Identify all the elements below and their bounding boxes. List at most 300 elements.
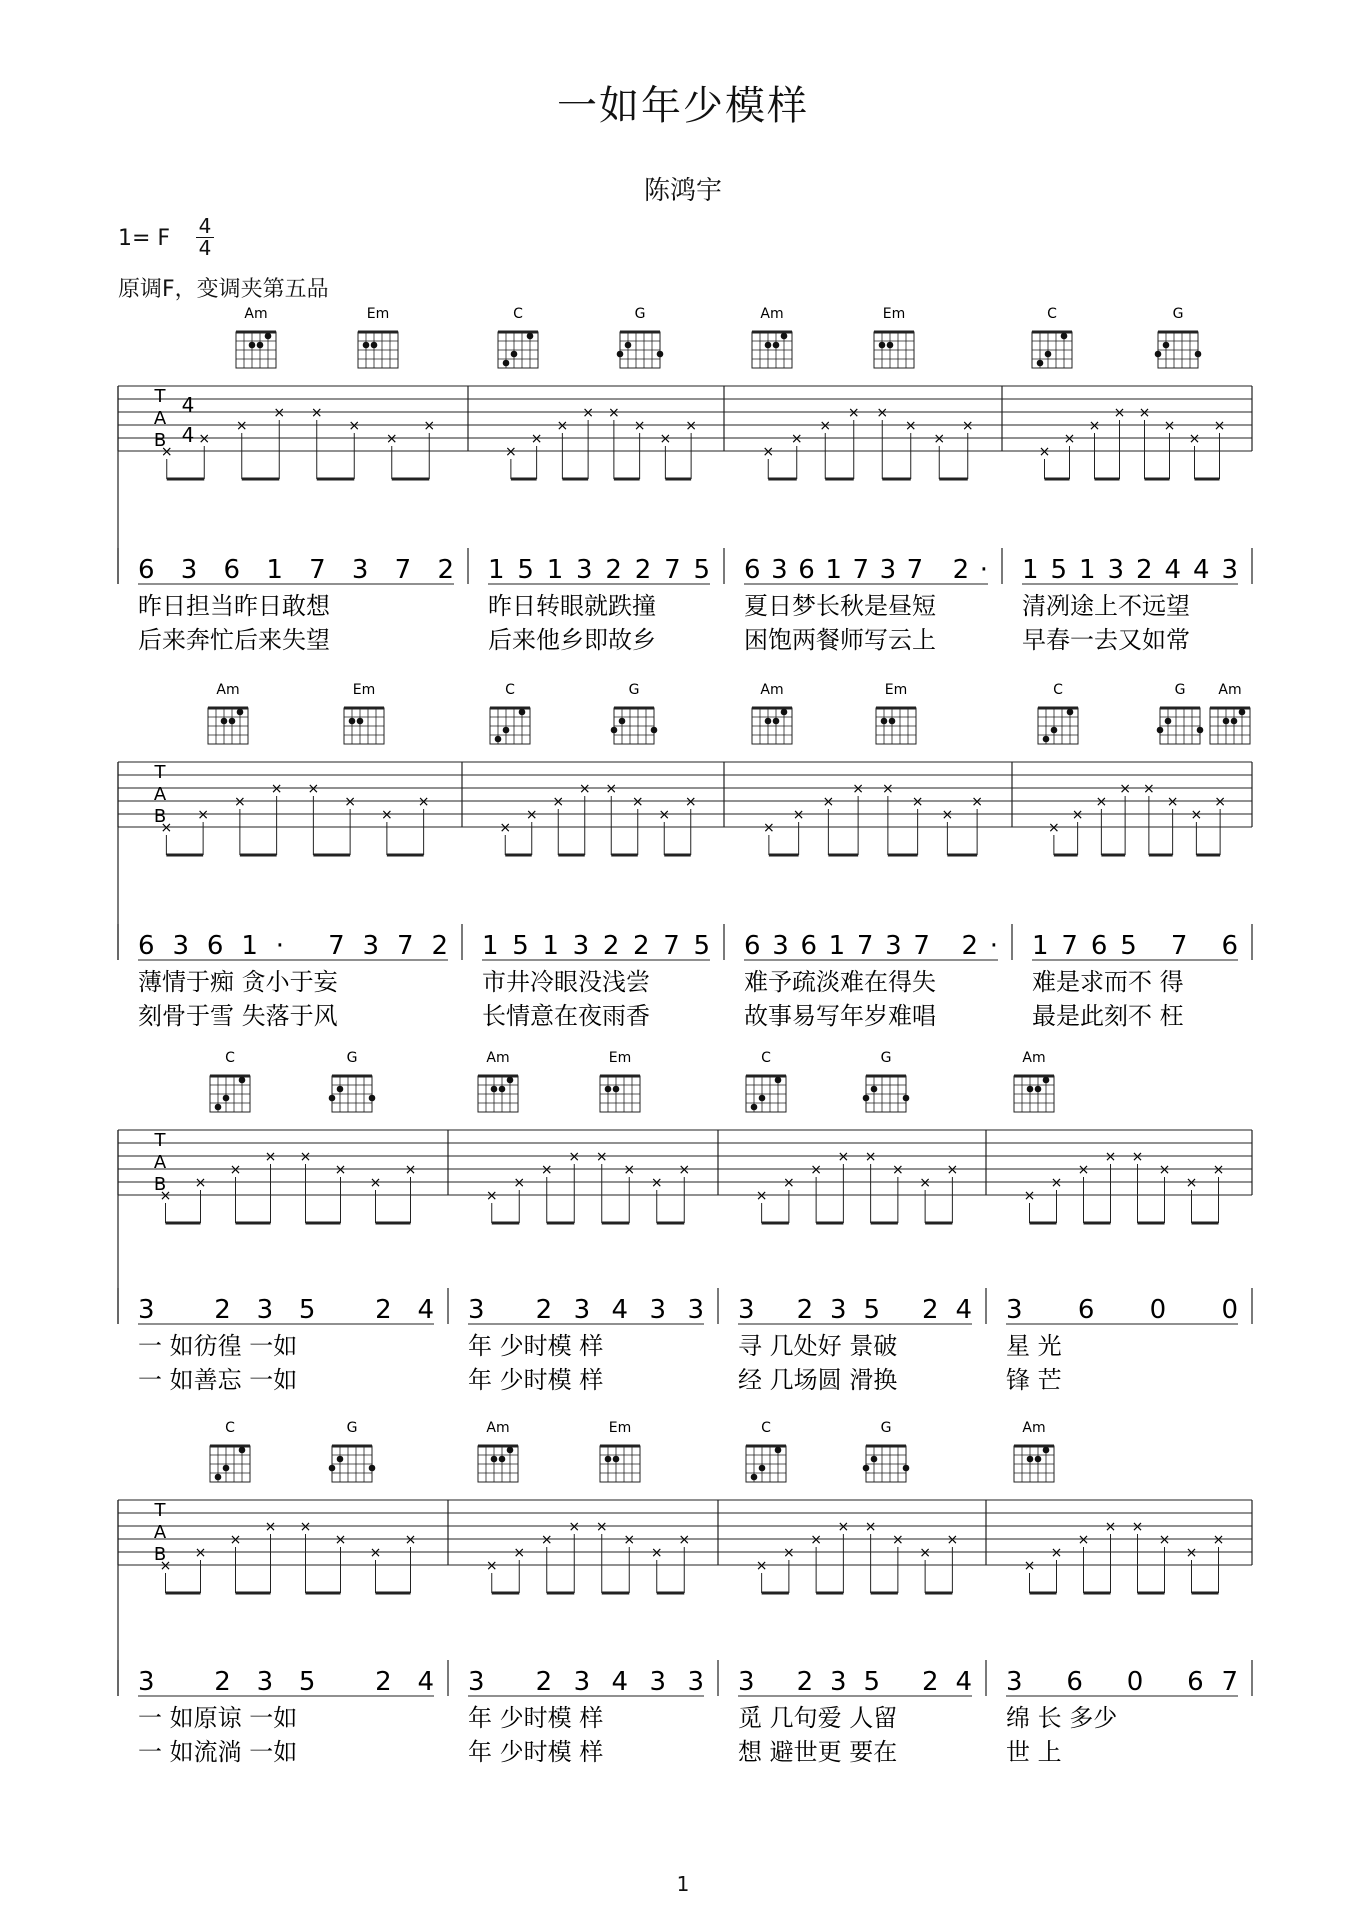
chord-finger-dot — [1157, 727, 1164, 734]
chord-name: Am — [486, 1050, 510, 1066]
tab-x-note: × — [783, 1175, 795, 1191]
lyrics-verse-1: 昨日转眼就跌撞 — [488, 592, 656, 620]
chord-name: C — [761, 1050, 771, 1066]
tab-x-note: × — [792, 807, 805, 823]
tab-x-note: × — [1131, 1519, 1144, 1535]
lyrics-verse-1: 绵 长 多少 — [1006, 1704, 1118, 1732]
tab-x-note: × — [235, 418, 248, 434]
lyrics-verse-2: 经 几场圆 滑换 — [738, 1366, 898, 1394]
chord-diagram — [1014, 1420, 1054, 1482]
tab-x-note: × — [582, 405, 594, 421]
tab-x-note: × — [198, 431, 211, 447]
chord-diagram — [329, 1420, 376, 1482]
tab-x-note: × — [1143, 781, 1155, 797]
chord-finger-dot — [773, 342, 780, 349]
tab-x-note: × — [763, 820, 775, 836]
chord-finger-dot — [519, 709, 526, 716]
lyrics-verse-1: 寻 几处好 景破 — [738, 1332, 898, 1360]
tab-x-note: × — [810, 1162, 822, 1178]
chord-finger-dot — [765, 718, 772, 725]
tab-x-note: × — [904, 418, 917, 434]
lyrics-verse-2: 长情意在夜雨香 — [482, 1002, 650, 1030]
tab-x-note: × — [631, 794, 644, 810]
tab-x-note: × — [595, 1149, 608, 1165]
tab-x-note: × — [160, 444, 173, 460]
tab-x-note: × — [1188, 431, 1201, 447]
tab-x-note: × — [790, 431, 803, 447]
numbered-notes: 1765 7 6 — [1032, 931, 1238, 961]
chord-diagram — [210, 1050, 250, 1112]
chord-name: Am — [244, 306, 268, 322]
tab-x-note: × — [310, 405, 323, 421]
tab-x-note: × — [307, 781, 320, 797]
chord-name: Em — [352, 682, 376, 698]
numbered-notes: 3 235 24 — [738, 1667, 972, 1697]
chord-finger-dot — [507, 1077, 514, 1084]
chord-diagram — [478, 1050, 518, 1112]
chord-finger-dot — [613, 1456, 620, 1463]
tab-x-note: × — [946, 1162, 959, 1178]
tab-x-note: × — [1077, 1532, 1090, 1548]
chord-finger-dot — [765, 342, 772, 349]
chord-finger-dot — [863, 1465, 870, 1472]
chord-diagram — [863, 1420, 910, 1482]
tab-x-note: × — [229, 1532, 242, 1548]
key-signature: 1= F — [118, 226, 171, 251]
tab-x-note: × — [234, 794, 246, 810]
tab-x-note: × — [919, 1175, 931, 1191]
tab-x-note: × — [385, 431, 398, 447]
chord-finger-dot — [223, 1465, 230, 1472]
chord-finger-dot — [1043, 1077, 1050, 1084]
tab-clef-letter: B — [153, 1544, 167, 1565]
tab-x-note: × — [819, 418, 832, 434]
chord-diagram — [752, 682, 792, 744]
tab-x-note: × — [755, 1188, 768, 1204]
numbered-notes: 3 6 0 0 — [1006, 1295, 1238, 1325]
chord-diagram — [478, 1420, 518, 1482]
chord-finger-dot — [605, 1456, 612, 1463]
chord-diagram — [490, 682, 530, 744]
tab-x-note: × — [837, 1519, 850, 1535]
chord-finger-dot — [503, 727, 510, 734]
chord-finger-dot — [1051, 727, 1058, 734]
tab-x-note: × — [1213, 418, 1226, 434]
time-signature-numerator: 4 — [196, 216, 214, 238]
chord-name: Am — [760, 682, 784, 698]
tab-x-note: × — [299, 1519, 312, 1535]
tab-x-note: × — [1158, 1162, 1171, 1178]
tab-x-note: × — [1166, 794, 1179, 810]
lyrics-verse-1: 市井冷眼没浅尝 — [482, 968, 650, 996]
numbered-notes: 15132275 — [482, 931, 710, 961]
tab-clef-letter: T — [154, 1500, 166, 1521]
chord-finger-dot — [249, 342, 256, 349]
tab-x-note: × — [513, 1175, 526, 1191]
tab-x-note: × — [1077, 1162, 1090, 1178]
tab-x-note: × — [678, 1532, 691, 1548]
lyrics-verse-1: 一 如原谅 一如 — [138, 1704, 298, 1732]
lyrics-verse-2: 世 上 — [1006, 1738, 1062, 1766]
chord-name: Am — [1022, 1420, 1046, 1436]
chord-name: C — [225, 1420, 235, 1436]
tab-clef-letter: A — [153, 784, 167, 805]
tab-x-note: × — [404, 1162, 417, 1178]
tab-x-note: × — [659, 431, 672, 447]
chord-finger-dot — [611, 727, 618, 734]
lyrics-verse-1: 年 少时模 样 — [468, 1332, 604, 1360]
tab-x-note: × — [1158, 1532, 1171, 1548]
chord-name: G — [346, 1420, 358, 1436]
tab-x-note: × — [513, 1545, 526, 1561]
tab-x-note: × — [933, 431, 946, 447]
chord-name: Em — [608, 1050, 632, 1066]
tab-x-note: × — [270, 781, 283, 797]
chord-finger-dot — [239, 1447, 246, 1454]
numbered-notes: 3 235 24 — [138, 1667, 434, 1697]
numbered-notes: 3 23433 — [468, 1667, 704, 1697]
score-system — [118, 306, 1252, 654]
tab-x-note: × — [650, 1175, 663, 1191]
tab-x-note: × — [1023, 1558, 1036, 1574]
lyrics-verse-1: 一 如彷徨 一如 — [138, 1332, 298, 1360]
tab-x-note: × — [864, 1519, 877, 1535]
tab-x-note: × — [1131, 1149, 1144, 1165]
chord-diagram — [746, 1050, 786, 1112]
tab-clef-letter: B — [153, 1174, 167, 1195]
lyrics-verse-1: 难予疏淡难在得失 — [744, 968, 936, 996]
tab-x-note: × — [160, 820, 173, 836]
tab-x-note: × — [658, 807, 671, 823]
page-number: 1 — [676, 1872, 690, 1896]
chord-finger-dot — [1045, 351, 1052, 358]
chord-finger-dot — [503, 360, 510, 367]
chord-finger-dot — [871, 1086, 878, 1093]
tab-clef-letter: A — [153, 1152, 167, 1173]
chord-name: Am — [1218, 682, 1242, 698]
chord-name: C — [1047, 306, 1057, 322]
lyrics-verse-2: 后来他乡即故乡 — [488, 626, 656, 654]
chord-finger-dot — [1067, 709, 1074, 716]
chord-name: G — [346, 1050, 358, 1066]
tab-x-note: × — [864, 1149, 877, 1165]
lyrics-verse-2: 一 如流淌 一如 — [138, 1738, 298, 1766]
tab-x-note: × — [1023, 1188, 1036, 1204]
chord-diagram — [1032, 306, 1072, 368]
chord-finger-dot — [239, 1077, 246, 1084]
chord-finger-dot — [657, 351, 664, 358]
numbered-notes: 6361737 2· — [744, 555, 988, 585]
chord-finger-dot — [1043, 1447, 1050, 1454]
chord-name: C — [225, 1050, 235, 1066]
artist-name: 陈鸿宇 — [643, 176, 722, 206]
chord-finger-dot — [625, 342, 632, 349]
tab-x-note: × — [568, 1519, 581, 1535]
chord-finger-dot — [265, 333, 272, 340]
chord-diagram — [611, 682, 658, 744]
tab-x-note: × — [381, 807, 393, 823]
chord-name: Em — [882, 306, 906, 322]
tab-x-note: × — [876, 405, 889, 421]
tab-x-note: × — [684, 794, 697, 810]
chord-diagram — [752, 306, 792, 368]
chord-diagram — [600, 1050, 640, 1112]
tab-x-note: × — [1185, 1175, 1198, 1191]
chord-name: G — [628, 682, 640, 698]
tab-x-note: × — [1190, 807, 1203, 823]
tab-x-note: × — [755, 1558, 768, 1574]
tab-x-note: × — [485, 1558, 498, 1574]
chord-diagram — [1155, 306, 1202, 368]
chord-finger-dot — [221, 718, 228, 725]
tab-x-note: × — [1088, 418, 1101, 434]
tab-x-note: × — [197, 807, 209, 823]
chord-diagram — [358, 306, 398, 368]
tab-x-note: × — [485, 1188, 498, 1204]
chord-finger-dot — [903, 1095, 910, 1102]
tab-x-note: × — [525, 807, 538, 823]
chord-finger-dot — [773, 718, 780, 725]
lyrics-verse-1: 薄情于痴 贪小于妄 — [138, 968, 338, 996]
tab-x-note: × — [623, 1532, 636, 1548]
tab-x-note: × — [762, 444, 775, 460]
tab-x-note: × — [971, 794, 983, 810]
numbered-notes: 15132275 — [488, 555, 710, 585]
chord-finger-dot — [1037, 360, 1044, 367]
tab-x-note: × — [540, 1532, 553, 1548]
chord-diagram — [617, 306, 664, 368]
tab-x-note: × — [344, 794, 356, 810]
chord-diagram — [498, 306, 538, 368]
tab-x-note: × — [229, 1162, 242, 1178]
tab-clef-letter: T — [154, 386, 166, 407]
chord-name: G — [1172, 306, 1184, 322]
tab-x-note: × — [299, 1149, 312, 1165]
chord-finger-dot — [369, 1465, 376, 1472]
tab-clef-letter: T — [154, 1130, 166, 1151]
chord-finger-dot — [751, 1104, 758, 1111]
chord-diagram — [210, 1420, 250, 1482]
tab-x-note: × — [369, 1175, 382, 1191]
tab-x-note: × — [334, 1162, 347, 1178]
chord-name: G — [634, 306, 646, 322]
song-title: 一如年少模样 — [557, 83, 809, 129]
chord-finger-dot — [527, 333, 534, 340]
tab-x-note: × — [1095, 794, 1108, 810]
chord-finger-dot — [371, 342, 378, 349]
chord-finger-dot — [1027, 1456, 1034, 1463]
chord-finger-dot — [1061, 333, 1068, 340]
score-system — [118, 682, 1252, 1030]
tab-clef-letter: A — [153, 408, 167, 429]
chord-diagram — [600, 1420, 640, 1482]
chord-finger-dot — [257, 342, 264, 349]
chord-finger-dot — [1197, 727, 1204, 734]
tab-x-note: × — [1038, 444, 1051, 460]
tab-x-note: × — [961, 418, 974, 434]
tab-x-note: × — [678, 1162, 691, 1178]
tab-x-note: × — [1185, 1545, 1198, 1561]
tab-clef-letter: B — [153, 430, 167, 451]
tab-x-note: × — [852, 781, 864, 797]
lyrics-verse-1: 清冽途上不远望 — [1022, 592, 1190, 620]
lyrics-verse-2: 故事易写年岁难唱 — [744, 1002, 936, 1030]
chord-finger-dot — [619, 718, 626, 725]
chord-finger-dot — [781, 709, 788, 716]
tab-x-note: × — [1104, 1519, 1117, 1535]
lyrics-verse-1: 年 少时模 样 — [468, 1704, 604, 1732]
numbered-notes: 3 23433 — [468, 1295, 704, 1325]
lyrics-verse-1: 夏日梦长秋是昼短 — [744, 592, 936, 620]
tab-x-note: × — [194, 1545, 207, 1561]
chord-finger-dot — [751, 1474, 758, 1481]
tab-x-note: × — [194, 1175, 207, 1191]
lyrics-verse-1: 觅 几句爱 人留 — [738, 1704, 898, 1732]
lyrics-verse-2: 早春一去又如常 — [1022, 626, 1190, 654]
score-system — [118, 1050, 1252, 1394]
tab-x-note: × — [837, 1149, 850, 1165]
chord-finger-dot — [329, 1465, 336, 1472]
tab-x-note: × — [505, 444, 517, 460]
time-signature-denominator: 4 — [198, 236, 212, 260]
chord-name: Am — [1022, 1050, 1046, 1066]
chord-name: C — [505, 682, 515, 698]
chord-finger-dot — [223, 1095, 230, 1102]
chord-finger-dot — [491, 1086, 498, 1093]
tab-x-note: × — [1050, 1175, 1063, 1191]
tab-x-note: × — [348, 418, 361, 434]
tab-x-note: × — [264, 1519, 277, 1535]
lyrics-verse-2: 后来奔忙后来失望 — [138, 626, 330, 654]
chord-name: G — [1174, 682, 1186, 698]
tab-x-note: × — [552, 794, 565, 810]
tab-x-note: × — [685, 418, 697, 434]
tab-x-note: × — [159, 1188, 172, 1204]
chord-finger-dot — [1163, 342, 1170, 349]
tab-x-note: × — [783, 1545, 795, 1561]
tab-x-note: × — [404, 1532, 417, 1548]
tab-x-note: × — [540, 1162, 553, 1178]
capo-note: 原调F，变调夹第五品 — [118, 277, 329, 302]
chord-name: Em — [366, 306, 390, 322]
chord-diagram — [1038, 682, 1078, 744]
chord-finger-dot — [499, 1086, 506, 1093]
tab-x-note: × — [1071, 807, 1084, 823]
tab-x-note: × — [608, 405, 620, 421]
tab-x-note: × — [1119, 781, 1131, 797]
chord-finger-dot — [863, 1095, 870, 1102]
chord-finger-dot — [1239, 709, 1246, 716]
tab-x-note: × — [1163, 418, 1176, 434]
chord-diagram — [208, 682, 248, 744]
tab-x-note: × — [595, 1519, 608, 1535]
chord-finger-dot — [1223, 718, 1230, 725]
chord-name: G — [880, 1420, 892, 1436]
chord-diagram — [1210, 682, 1250, 744]
chord-finger-dot — [775, 1077, 782, 1084]
tab-x-note: × — [892, 1532, 904, 1548]
numbered-notes: 3 235 24 — [138, 1295, 434, 1325]
chord-finger-dot — [1035, 1086, 1042, 1093]
chord-name: Am — [216, 682, 240, 698]
lyrics-verse-1: 昨日担当昨日敢想 — [138, 592, 330, 620]
chord-name: Em — [608, 1420, 632, 1436]
tab-x-note: × — [1212, 1532, 1225, 1548]
chord-finger-dot — [215, 1474, 222, 1481]
tab-x-note: × — [423, 418, 436, 434]
tab-x-note: × — [578, 781, 591, 797]
tab-x-note: × — [1214, 794, 1226, 810]
chord-diagram — [1157, 682, 1204, 744]
lyrics-verse-2: 年 少时模 样 — [468, 1366, 604, 1394]
tab-x-note: × — [499, 820, 512, 836]
chord-finger-dot — [781, 333, 788, 340]
tab-x-note: × — [847, 405, 860, 421]
chord-finger-dot — [759, 1095, 766, 1102]
tab-x-note: × — [1138, 405, 1151, 421]
chord-finger-dot — [1035, 1456, 1042, 1463]
tab-clef-letter: T — [154, 762, 166, 783]
score-system — [118, 1420, 1252, 1766]
tab-x-note: × — [892, 1162, 904, 1178]
chord-finger-dot — [1155, 351, 1162, 358]
tab-x-note: × — [633, 418, 646, 434]
chord-name: Am — [760, 306, 784, 322]
tab-x-note: × — [264, 1149, 277, 1165]
chord-finger-dot — [605, 1086, 612, 1093]
chord-finger-dot — [651, 727, 658, 734]
chord-diagram — [876, 682, 916, 744]
chord-finger-dot — [871, 1456, 878, 1463]
tab-x-note: × — [650, 1545, 663, 1561]
numbered-notes: 3 6 0 67 — [1006, 1667, 1238, 1697]
chord-finger-dot — [1043, 736, 1050, 743]
chord-finger-dot — [1027, 1086, 1034, 1093]
lyrics-verse-2: 最是此刻不 枉 — [1032, 1002, 1184, 1030]
chord-finger-dot — [759, 1465, 766, 1472]
tab-clef-letter: B — [153, 806, 167, 827]
lyrics-verse-2: 刻骨于雪 失落于风 — [138, 1002, 338, 1030]
chord-finger-dot — [617, 351, 624, 358]
chord-name: C — [761, 1420, 771, 1436]
chord-diagram — [1014, 1050, 1054, 1112]
tab-x-note: × — [941, 807, 954, 823]
chord-diagram — [329, 1050, 376, 1112]
lyrics-verse-1: 难是求而不 得 — [1032, 968, 1184, 996]
tab-time-signature: 4 — [181, 393, 195, 417]
chord-diagram — [236, 306, 276, 368]
numbered-notes: 15132443 — [1022, 555, 1238, 585]
tab-x-note: × — [1048, 820, 1060, 836]
chord-name: C — [513, 306, 523, 322]
lyrics-verse-1: 星 光 — [1006, 1332, 1062, 1360]
tab-x-note: × — [911, 794, 924, 810]
tab-x-note: × — [369, 1545, 382, 1561]
chord-finger-dot — [357, 718, 364, 725]
chord-finger-dot — [879, 342, 886, 349]
tab-x-note: × — [946, 1532, 959, 1548]
lyrics-verse-2: 困饱两餐师写云上 — [744, 626, 936, 654]
lyrics-verse-2: 一 如善忘 一如 — [138, 1366, 298, 1394]
chord-finger-dot — [329, 1095, 336, 1102]
tab-x-note: × — [568, 1149, 581, 1165]
chord-finger-dot — [775, 1447, 782, 1454]
chord-finger-dot — [613, 1086, 620, 1093]
tab-x-note: × — [1050, 1545, 1063, 1561]
chord-finger-dot — [511, 351, 518, 358]
chord-finger-dot — [1195, 351, 1202, 358]
lyrics-verse-2: 年 少时模 样 — [468, 1738, 604, 1766]
